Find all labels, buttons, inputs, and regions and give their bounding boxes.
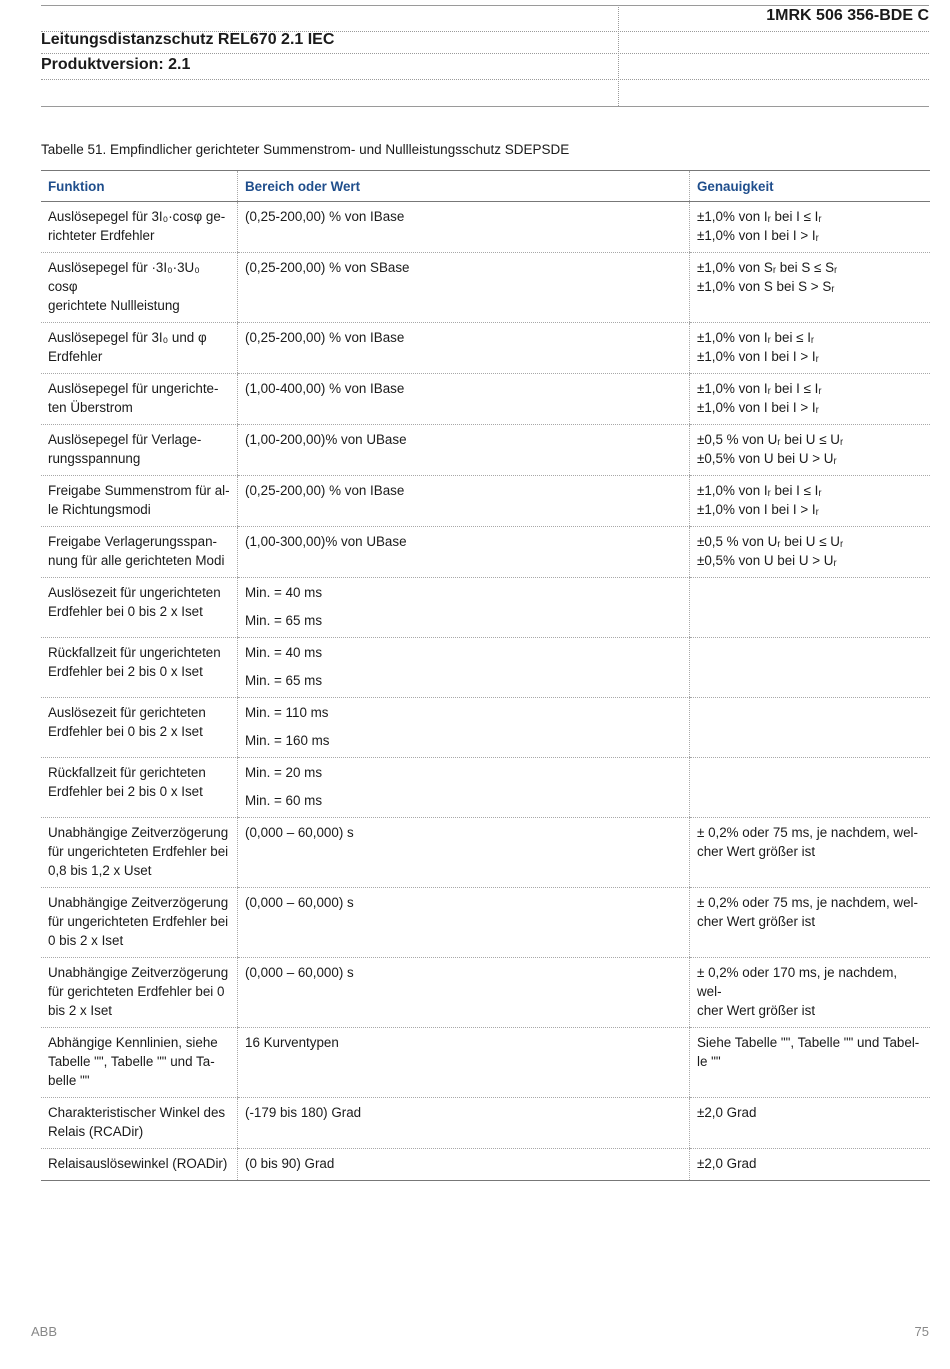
cell-funktion [41,1149,238,1181]
cell-funktion [41,527,238,578]
cell-funktion [41,758,238,818]
cell-funktion [41,698,238,758]
cell-funktion [41,1098,238,1149]
cell-bereich [238,818,690,888]
cell-funktion [41,958,238,1028]
cell-genauigkeit-line: ±2,0 Grad [697,1105,757,1120]
cell-genauigkeit-line: ±1,0% von I bei I > Iᵣ [697,228,819,243]
document-number: 1MRK 506 356-BDE C [766,7,929,24]
cell-funktion-line: für ungerichteten Erdfehler bei [48,914,229,929]
cell-bereich-line: Min. = 65 ms [245,673,323,688]
cell-funktion-line: Erdfehler bei 0 bis 2 x Iset [48,604,203,619]
cell-genauigkeit-line: ±1,0% von I bei I > Iᵣ [697,400,819,415]
cell-bereich-line: (0,25-200,00) % von SBase [245,260,410,275]
cell-genauigkeit [690,323,931,374]
cell-funktion-line: Rückfallzeit für gerichteten [48,765,206,780]
cell-genauigkeit [690,253,931,323]
table-row [41,253,930,323]
cell-funktion-line: Tabelle "", Tabelle "" und Ta- [48,1054,215,1069]
cell-bereich-line: Min. = 40 ms [245,645,323,660]
cell-genauigkeit-line: ±1,0% von Sᵣ bei S ≤ Sᵣ [697,260,838,275]
cell-bereich-line: (0,25-200,00) % von IBase [245,330,405,345]
cell-bereich-line: (0,000 – 60,000) s [245,895,354,910]
cell-funktion [41,578,238,638]
cell-genauigkeit-line: cher Wert größer ist [697,844,816,859]
cell-funktion [41,374,238,425]
table-row [41,698,930,758]
cell-genauigkeit [690,476,931,527]
cell-genauigkeit [690,818,931,888]
cell-funktion [41,638,238,698]
table-row [41,476,930,527]
cell-funktion-line: Erdfehler bei 0 bis 2 x Iset [48,724,203,739]
cell-funktion-line: nung für alle gerichteten Modi [48,553,225,568]
cell-genauigkeit-line: cher Wert größer ist [697,914,816,929]
cell-funktion-line: Unabhängige Zeitverzögerung [48,895,229,910]
cell-genauigkeit [690,1149,931,1181]
cell-funktion-line: Relaisauslösewinkel (ROADir) [48,1156,228,1171]
cell-genauigkeit-line: ± 0,2% oder 75 ms, je nachdem, wel- [697,895,918,910]
cell-funktion [41,888,238,958]
cell-funktion-line: le Richtungsmodi [48,502,151,517]
cell-funktion-line: Auslösepegel für Verlage- [48,432,202,447]
cell-bereich-line: (1,00-300,00)% von UBase [245,534,407,549]
page-header [41,5,929,107]
cell-genauigkeit-line: ±2,0 Grad [697,1156,757,1171]
cell-bereich-line: (0,000 – 60,000) s [245,965,354,980]
cell-bereich [238,638,690,698]
cell-funktion-line: gerichtete Nullleistung [48,298,180,313]
header-divider [618,5,619,106]
cell-genauigkeit [690,578,931,638]
header-dotted-rule [41,53,929,54]
cell-funktion-line: Freigabe Verlagerungsspan- [48,534,217,549]
cell-funktion-line: 0,8 bis 1,2 x Uset [48,863,152,878]
cell-genauigkeit-line: ±1,0% von Iᵣ bei I ≤ Iᵣ [697,483,822,498]
cell-genauigkeit [690,1098,931,1149]
cell-bereich [238,698,690,758]
cell-funktion-line: rungsspannung [48,451,141,466]
cell-genauigkeit-line: ±1,0% von I bei I > Iᵣ [697,502,819,517]
cell-funktion-line: Auslösezeit für gerichteten [48,705,206,720]
cell-funktion-line: Abhängige Kennlinien, siehe [48,1035,218,1050]
cell-genauigkeit-line: ±1,0% von Iᵣ bei ≤ Iᵣ [697,330,815,345]
cell-genauigkeit [690,888,931,958]
cell-bereich-line: Min. = 160 ms [245,733,330,748]
cell-bereich [238,476,690,527]
cell-funktion [41,818,238,888]
cell-bereich-line: (0,25-200,00) % von IBase [245,209,405,224]
table-body [41,202,930,1181]
table-row [41,758,930,818]
cell-funktion-line: Erdfehler [48,349,103,364]
cell-funktion [41,1028,238,1098]
cell-funktion-line: Auslösepegel für ·3I₀·3U₀ cosφ [48,260,200,294]
cell-genauigkeit-line: Siehe Tabelle "", Tabelle "" und Tabel- [697,1035,920,1050]
table-row [41,888,930,958]
cell-bereich [238,202,690,253]
cell-genauigkeit-line: ±1,0% von S bei S > Sᵣ [697,279,835,294]
cell-funktion [41,202,238,253]
cell-genauigkeit [690,374,931,425]
cell-genauigkeit [690,1028,931,1098]
table-row [41,374,930,425]
cell-bereich-line: (0,000 – 60,000) s [245,825,354,840]
cell-bereich-line: (0 bis 90) Grad [245,1156,335,1171]
cell-funktion-line: Unabhängige Zeitverzögerung [48,965,229,980]
cell-bereich [238,1098,690,1149]
cell-funktion [41,425,238,476]
cell-funktion [41,476,238,527]
cell-funktion-line: Unabhängige Zeitverzögerung [48,825,229,840]
table-row [41,202,930,253]
header-top-rule [41,5,929,6]
cell-funktion-line: Freigabe Summenstrom für al- [48,483,230,498]
page-number: 75 [914,1324,929,1339]
cell-funktion-line: 0 bis 2 x Iset [48,933,124,948]
table-caption: Tabelle 51. Empfindlicher gerichteter Summenstrom- und Nullleistungsschutz SDEPSDE [41,142,570,157]
cell-bereich [238,1149,690,1181]
table-row [41,425,930,476]
cell-bereich-line: Min. = 65 ms [245,613,323,628]
table-row [41,323,930,374]
cell-funktion-line: richteter Erdfehler [48,228,155,243]
cell-bereich-line: (-179 bis 180) Grad [245,1105,362,1120]
cell-funktion [41,323,238,374]
cell-bereich [238,958,690,1028]
header-dotted-rule [41,79,929,80]
cell-bereich-line: (0,25-200,00) % von IBase [245,483,405,498]
cell-genauigkeit [690,758,931,818]
cell-funktion-line: Erdfehler bei 2 bis 0 x Iset [48,664,203,679]
cell-genauigkeit-line: ± 0,2% oder 75 ms, je nachdem, wel- [697,825,918,840]
cell-bereich-line: Min. = 110 ms [245,705,329,720]
cell-funktion-line: Auslösepegel für 3I₀·cosφ ge- [48,209,226,224]
cell-bereich [238,1028,690,1098]
table-row [41,578,930,638]
column-header-genauigkeit: Genauigkeit [690,171,931,202]
table-row [41,958,930,1028]
table-row [41,1028,930,1098]
header-bottom-rule [41,106,929,107]
cell-genauigkeit [690,958,931,1028]
cell-funktion-line: ten Überstrom [48,400,133,415]
cell-bereich-line: (1,00-200,00)% von UBase [245,432,407,447]
cell-genauigkeit [690,527,931,578]
cell-genauigkeit-line: ± 0,2% oder 170 ms, je nachdem, wel- [697,965,898,999]
column-header-bereich: Bereich oder Wert [238,171,690,202]
cell-funktion-line: für gerichteten Erdfehler bei 0 [48,984,225,999]
cell-funktion-line: Erdfehler bei 2 bis 0 x Iset [48,784,203,799]
cell-bereich [238,425,690,476]
cell-funktion-line: Auslösezeit für ungerichteten [48,585,221,600]
cell-genauigkeit-line: ±0,5% von U bei U > Uᵣ [697,553,837,568]
cell-genauigkeit [690,425,931,476]
cell-genauigkeit-line: ±1,0% von I bei I > Iᵣ [697,349,819,364]
cell-genauigkeit-line: ±1,0% von Iᵣ bei I ≤ Iᵣ [697,209,822,224]
table-header-row [41,171,930,202]
cell-bereich-line: Min. = 40 ms [245,585,323,600]
table-row [41,1149,930,1181]
cell-bereich [238,527,690,578]
table-row [41,818,930,888]
document-title: Leitungsdistanzschutz REL670 2.1 IEC [41,31,335,48]
cell-funktion-line: Auslösepegel für 3I₀ und φ [48,330,207,345]
cell-bereich-line: (1,00-400,00) % von IBase [245,381,405,396]
cell-genauigkeit-line: ±1,0% von Iᵣ bei I ≤ Iᵣ [697,381,822,396]
cell-funktion-line: bis 2 x Iset [48,1003,113,1018]
cell-bereich-line: Min. = 20 ms [245,765,323,780]
cell-bereich [238,374,690,425]
cell-funktion-line: Relais (RCADir) [48,1124,144,1139]
column-header-funktion: Funktion [41,171,238,202]
cell-bereich-line: 16 Kurventypen [245,1035,339,1050]
cell-funktion-line: Auslösepegel für ungerichte- [48,381,219,396]
cell-funktion-line: für ungerichteten Erdfehler bei [48,844,229,859]
cell-bereich [238,253,690,323]
table-row [41,527,930,578]
cell-genauigkeit-line: ±0,5% von U bei U > Uᵣ [697,451,837,466]
cell-genauigkeit [690,202,931,253]
cell-genauigkeit [690,698,931,758]
cell-funktion-line: Charakteristischer Winkel des [48,1105,226,1120]
cell-bereich [238,323,690,374]
cell-genauigkeit [690,638,931,698]
cell-genauigkeit-line: ±0,5 % von Uᵣ bei U ≤ Uᵣ [697,432,844,447]
specification-table [41,170,930,1181]
table-row [41,1098,930,1149]
table-row [41,638,930,698]
cell-genauigkeit-line: cher Wert größer ist [697,1003,816,1018]
cell-funktion-line: belle "" [48,1073,90,1088]
footer-company: ABB [31,1324,58,1339]
cell-genauigkeit-line: le "" [697,1054,721,1069]
cell-funktion [41,253,238,323]
cell-bereich [238,578,690,638]
product-version: Produktversion: 2.1 [41,56,191,73]
cell-bereich-line: Min. = 60 ms [245,793,323,808]
cell-bereich [238,758,690,818]
cell-funktion-line: Rückfallzeit für ungerichteten [48,645,221,660]
cell-genauigkeit-line: ±0,5 % von Uᵣ bei U ≤ Uᵣ [697,534,844,549]
cell-bereich [238,888,690,958]
